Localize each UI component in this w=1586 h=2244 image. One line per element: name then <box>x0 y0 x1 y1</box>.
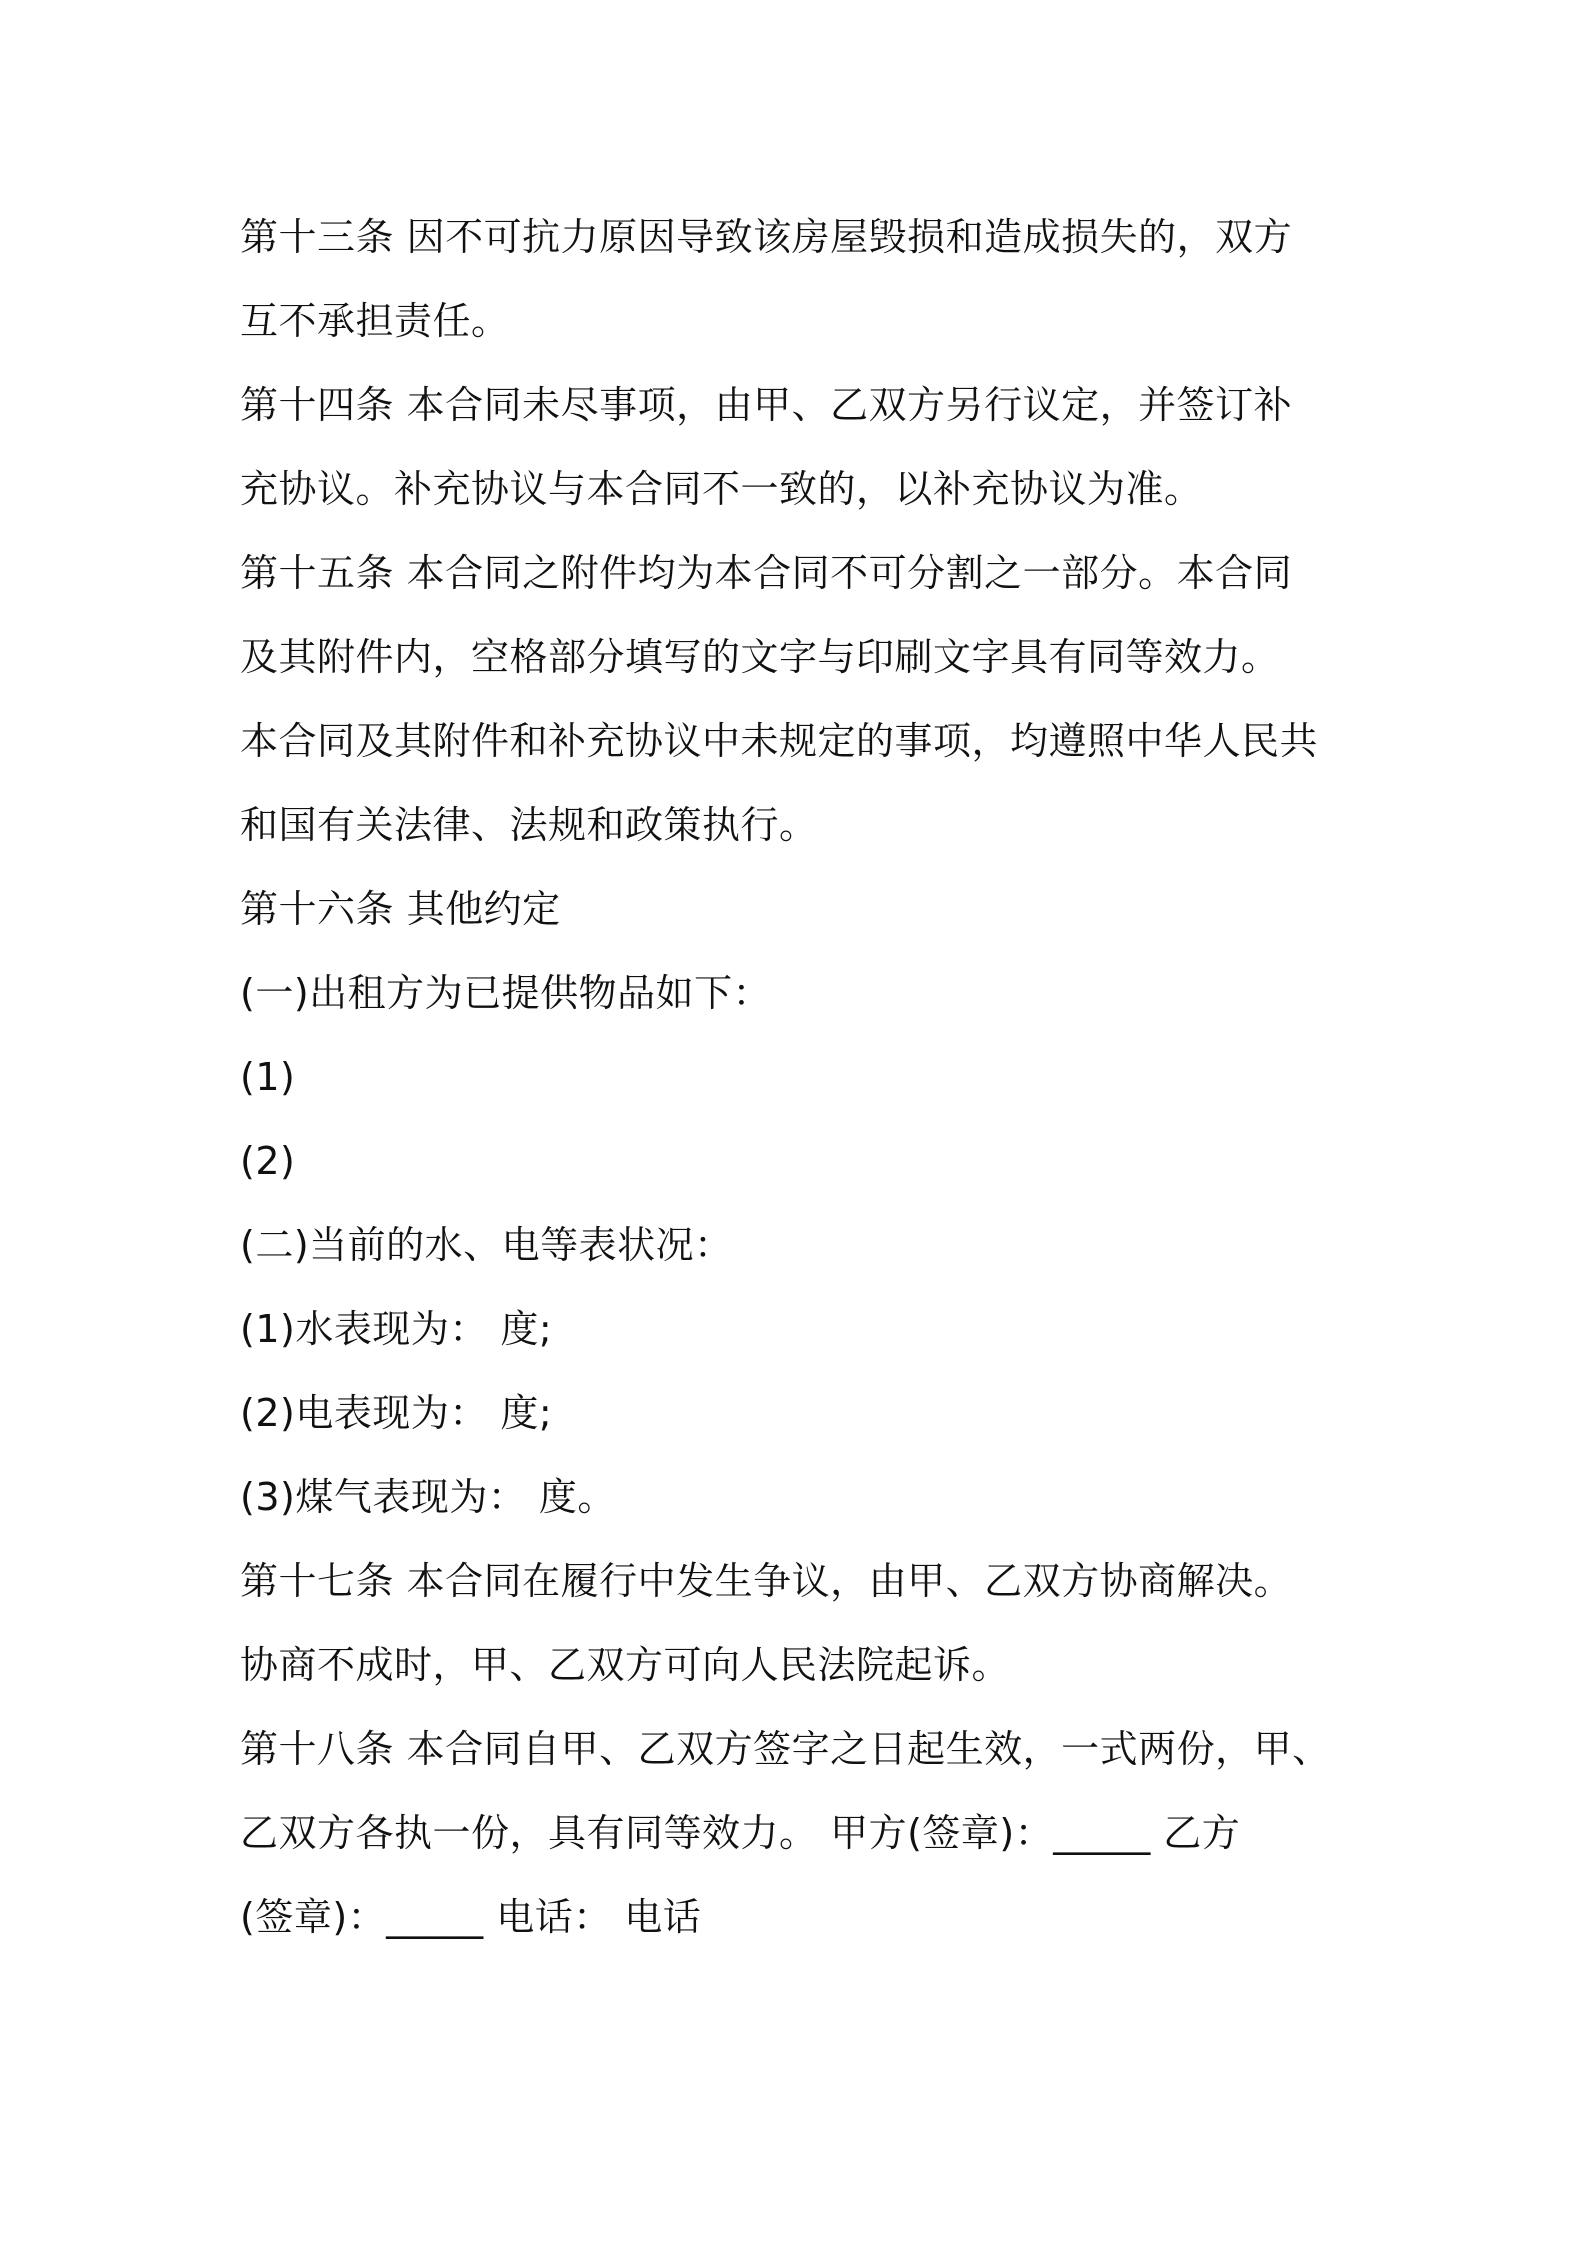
article-16-item-1-sub-1: (1) <box>240 1055 296 1099</box>
article-17-line-1: 第十七条 本合同在履行中发生争议，由甲、乙双方协商解决。 <box>240 1559 1293 1603</box>
article-15-line-1: 第十五条 本合同之附件均为本合同不可分割之一部分。本合同 <box>240 551 1293 595</box>
article-17-line-2: 协商不成时，甲、乙双方可向人民法院起诉。 <box>240 1643 1011 1687</box>
document-body <box>240 195 1370 1959</box>
signature-line: (签章)：_____ 电话： 电话 <box>240 1895 702 1939</box>
article-18-line-1: 第十八条 本合同自甲、乙双方签字之日起生效，一式两份，甲、 <box>240 1727 1331 1771</box>
article-16-item-2-heading: (二)当前的水、电等表状况： <box>240 1223 733 1267</box>
article-15-line-2: 及其附件内，空格部分填写的文字与印刷文字具有同等效力。 <box>240 635 1280 679</box>
article-14-line-1: 第十四条 本合同未尽事项，由甲、乙双方另行议定，并签订补 <box>240 383 1293 427</box>
article-16-item-1-sub-2: (2) <box>240 1139 296 1183</box>
article-13-line-2: 互不承担责任。 <box>240 299 510 343</box>
article-14-line-2: 充协议。补充协议与本合同不一致的，以补充协议为准。 <box>240 467 1203 511</box>
electricity-meter-reading: (2)电表现为： 度; <box>240 1391 553 1435</box>
article-15-line-4: 和国有关法律、法规和政策执行。 <box>240 803 818 847</box>
water-meter-reading: (1)水表现为： 度; <box>240 1307 553 1351</box>
article-13-line-1: 第十三条 因不可抗力原因导致该房屋毁损和造成损失的，双方 <box>240 215 1293 259</box>
article-16-item-1-heading: (一)出租方为已提供物品如下： <box>240 971 772 1015</box>
article-18-line-2: 乙双方各执一份，具有同等效力。 甲方(签章)：_____ 乙方 <box>240 1811 1241 1855</box>
article-16-heading: 第十六条 其他约定 <box>240 887 561 931</box>
article-15-line-3: 本合同及其附件和补充协议中未规定的事项，均遵照中华人民共 <box>240 719 1319 763</box>
gas-meter-reading: (3)煤气表现为： 度。 <box>240 1475 616 1519</box>
